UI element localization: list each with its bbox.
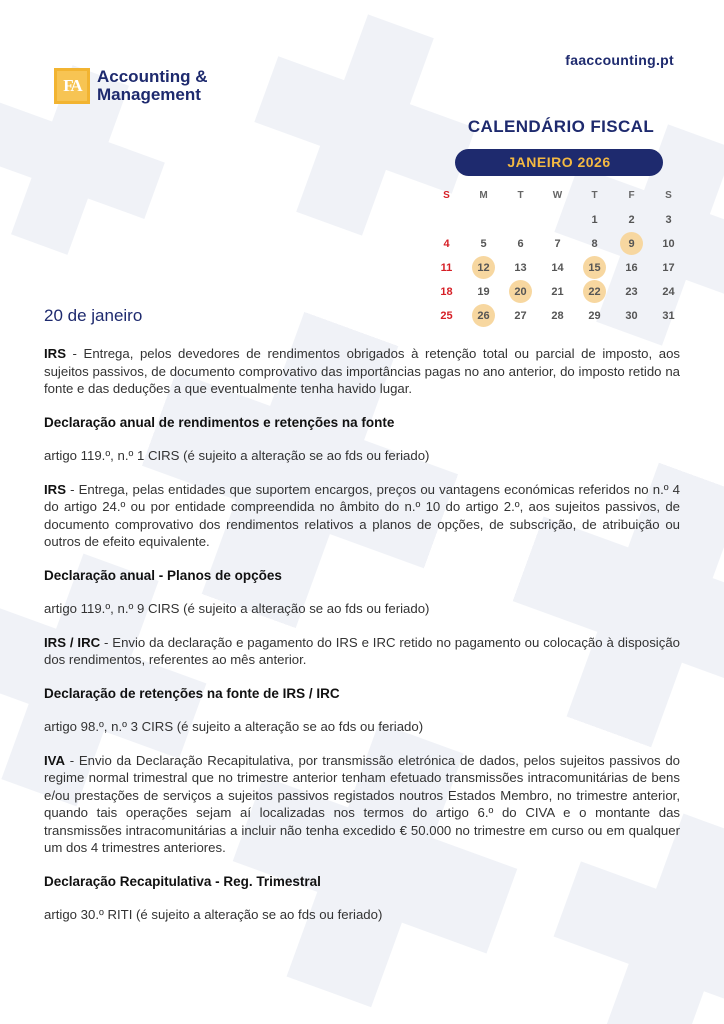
tax-type-label: IRS / IRC <box>44 634 101 650</box>
calendar-day: 9 <box>613 232 650 256</box>
calendar-day: 29 <box>588 310 601 322</box>
date-heading: 20 de janeiro <box>44 306 143 325</box>
tax-type-label: IRS <box>44 346 66 361</box>
calendar-day: 16 <box>625 262 638 274</box>
calendar-empty-cell <box>502 208 539 232</box>
calendar-day: 26 <box>465 304 502 328</box>
calendar-day: 10 <box>662 238 675 250</box>
obligation-text: - Envio da declaração e pagamento do IRS e IRC retido no pagamento ou colocação à disposição dos rendimentos, referentes ao mês anterior. <box>44 634 681 667</box>
calendar-day: 7 <box>554 238 561 250</box>
website-url[interactable]: faaccounting.pt <box>565 52 674 68</box>
obligation-text: - Envio da Declaração Recapitulativa, por transmissão eletrónica de dados, pelos sujeitos passivos do regime normal trimestral que no trimestre anterior tenham efetuado transmissões intracomunitárias de bens e/ou prestações de serviços a sujeitos passivos registados noutros Estados Membro, no trimestre anterior, quando tais operações sejam aí localizadas nos termos do artigo 6.º do CIVA e o montante das transmissões intracomunitárias a incluir não tenha excedido € 50.000 no trimestre em curso ou em qualquer um dos 4 trimestres anteriores. <box>44 752 680 855</box>
legal-reference: artigo 98.º, n.º 3 CIRS (é sujeito a alteração se ao fds ou feriado) <box>44 719 424 734</box>
calendar-day: 18 <box>440 286 453 298</box>
calendar-day: 24 <box>662 286 675 298</box>
calendar-weekday-header: F <box>628 190 635 201</box>
calendar-day: 21 <box>551 286 564 298</box>
calendar-weekday-header: S <box>443 190 450 201</box>
calendar-day: 13 <box>514 262 527 274</box>
declaration-name: Declaração Recapitulativa - Reg. Trimestral <box>44 873 321 889</box>
calendar-day: 4 <box>443 238 450 250</box>
obligation-description <box>44 634 680 669</box>
calendar-day: 31 <box>662 310 675 322</box>
calendar-weekday-header: M <box>479 190 488 201</box>
logo-mark-icon: FA <box>54 68 90 104</box>
calendar-day: 5 <box>480 238 487 250</box>
logo-line-1: Accounting & <box>97 67 208 86</box>
calendar-day: 12 <box>465 256 502 280</box>
obligation-text: - Entrega, pelos devedores de rendimentos obrigados à retenção total ou parcial de imposto, aos sujeitos passivos, de documento comprovativo das importâncias pagas no ano anterior, do imposto retido na fonte e das deduções a que eventualmente tenha havido lugar. <box>44 346 680 396</box>
calendar-empty-cell <box>428 208 465 232</box>
calendar-day: 20 <box>502 280 539 304</box>
calendar-day: 19 <box>477 286 490 298</box>
calendar-day: 23 <box>625 286 638 298</box>
tax-type-label: IRS <box>44 481 66 497</box>
obligation-description <box>44 345 680 398</box>
obligation-description <box>44 481 680 551</box>
tax-type-label: IVA <box>44 752 66 768</box>
calendar-weekday-header: W <box>552 190 563 201</box>
logo-text <box>97 68 208 104</box>
calendar-day: 1 <box>591 214 598 226</box>
calendar-day: 17 <box>662 262 675 274</box>
calendar-weekday-header: S <box>665 190 672 201</box>
calendar-grid <box>428 184 687 328</box>
calendar-empty-cell <box>465 208 502 232</box>
calendar-day: 8 <box>591 238 598 250</box>
calendar-day: 2 <box>628 214 635 226</box>
calendar-day: 22 <box>576 280 613 304</box>
calendar-weekday-header: T <box>517 190 524 201</box>
calendar-day: 28 <box>551 310 564 322</box>
calendar-day: 14 <box>551 262 564 274</box>
declaration-name: Declaração anual - Planos de opções <box>44 567 282 583</box>
calendar-day: 11 <box>440 262 453 274</box>
calendar-day: 27 <box>514 310 527 322</box>
calendar-day: 30 <box>625 310 638 322</box>
calendar-day: 15 <box>576 256 613 280</box>
calendar-day: 3 <box>665 214 672 226</box>
calendar-weekday-header: T <box>591 190 598 201</box>
logo-line-2: Management <box>97 85 201 104</box>
calendar-title: CALENDÁRIO FISCAL <box>467 117 655 136</box>
calendar-day: 25 <box>440 310 453 322</box>
obligation-description <box>44 752 680 857</box>
legal-reference: artigo 119.º, n.º 1 CIRS (é sujeito a alteração se ao fds ou feriado) <box>44 448 430 463</box>
obligations-list <box>44 345 680 940</box>
legal-reference: artigo 30.º RITI (é sujeito a alteração se ao fds ou feriado) <box>44 907 383 922</box>
calendar-day: 6 <box>517 238 524 250</box>
calendar-empty-cell <box>539 208 576 232</box>
calendar-month-pill: JANEIRO 2026 <box>455 149 663 176</box>
declaration-name: Declaração de retenções na fonte de IRS / IRC <box>44 685 340 701</box>
legal-reference: artigo 119.º, n.º 9 CIRS (é sujeito a alteração se ao fds ou feriado) <box>44 601 430 616</box>
company-logo <box>54 68 208 104</box>
declaration-name: Declaração anual de rendimentos e retenções na fonte <box>44 414 395 430</box>
obligation-text: - Entrega, pelas entidades que suportem encargos, preços ou vantagens económicas referidos no n.º 4 do artigo 24.º ou por entidade compreendida no âmbito do n.º 10 do artigo 2.º, aos sujeitos passivos, de documento comprovativo dos rendimentos relativos a planos de opções, de subscrição, de atribuição ou outros de efeito equivalente. <box>44 481 680 549</box>
